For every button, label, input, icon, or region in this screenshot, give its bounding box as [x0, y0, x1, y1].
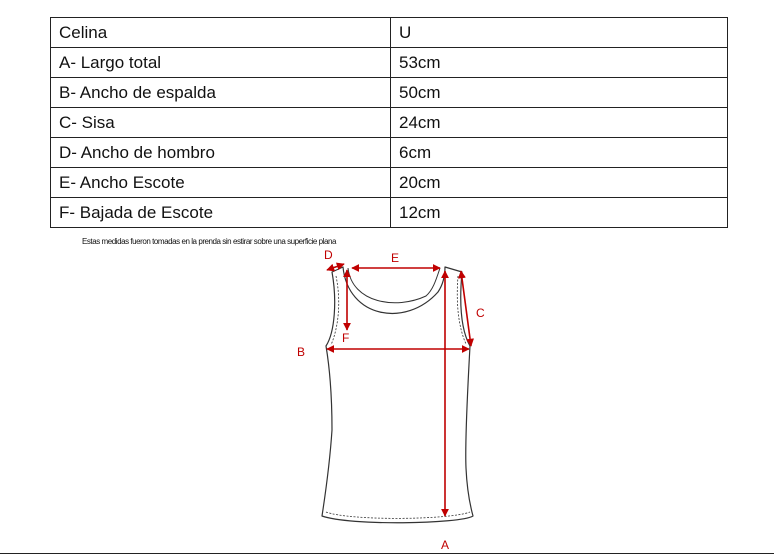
table-row	[51, 48, 728, 78]
measure-label-cell: F- Bajada de Escote	[51, 198, 391, 228]
measure-a-label: A	[441, 538, 450, 552]
measure-c-label: C	[476, 306, 485, 320]
measure-d-label: D	[324, 248, 333, 262]
page-bottom-rule	[0, 553, 774, 554]
measure-value-cell: 50cm	[391, 78, 728, 108]
measure-d-line	[327, 264, 344, 270]
table-header-row	[51, 18, 728, 48]
measure-b-label: B	[297, 345, 306, 359]
measure-label-cell: B- Ancho de espalda	[51, 78, 391, 108]
measurement-lines	[327, 264, 471, 516]
tank-top-outline	[322, 267, 473, 523]
measure-label-cell: A- Largo total	[51, 48, 391, 78]
measure-value-cell: 6cm	[391, 138, 728, 168]
tank-top-garment-icon	[290, 245, 510, 557]
measurement-note: Estas medidas fueron tomadas en la prenda sin estirar sobre una superficie plana	[82, 237, 336, 246]
measure-value-cell: 12cm	[391, 198, 728, 228]
size-cell: U	[391, 18, 728, 48]
measure-label-cell: C- Sisa	[51, 108, 391, 138]
measure-label-cell: E- Ancho Escote	[51, 168, 391, 198]
measure-e-label: E	[391, 251, 400, 265]
measure-value-cell: 20cm	[391, 168, 728, 198]
measure-c-line	[461, 271, 471, 346]
table-row	[51, 138, 728, 168]
table-row	[51, 168, 728, 198]
model-name-cell: Celina	[51, 18, 391, 48]
table-row	[51, 78, 728, 108]
measure-f-label: F	[342, 331, 350, 345]
measure-label-cell: D- Ancho de hombro	[51, 138, 391, 168]
measure-value-cell: 53cm	[391, 48, 728, 78]
measure-value-cell: 24cm	[391, 108, 728, 138]
table-row	[51, 198, 728, 228]
table-row	[51, 108, 728, 138]
size-chart-table	[50, 17, 728, 228]
